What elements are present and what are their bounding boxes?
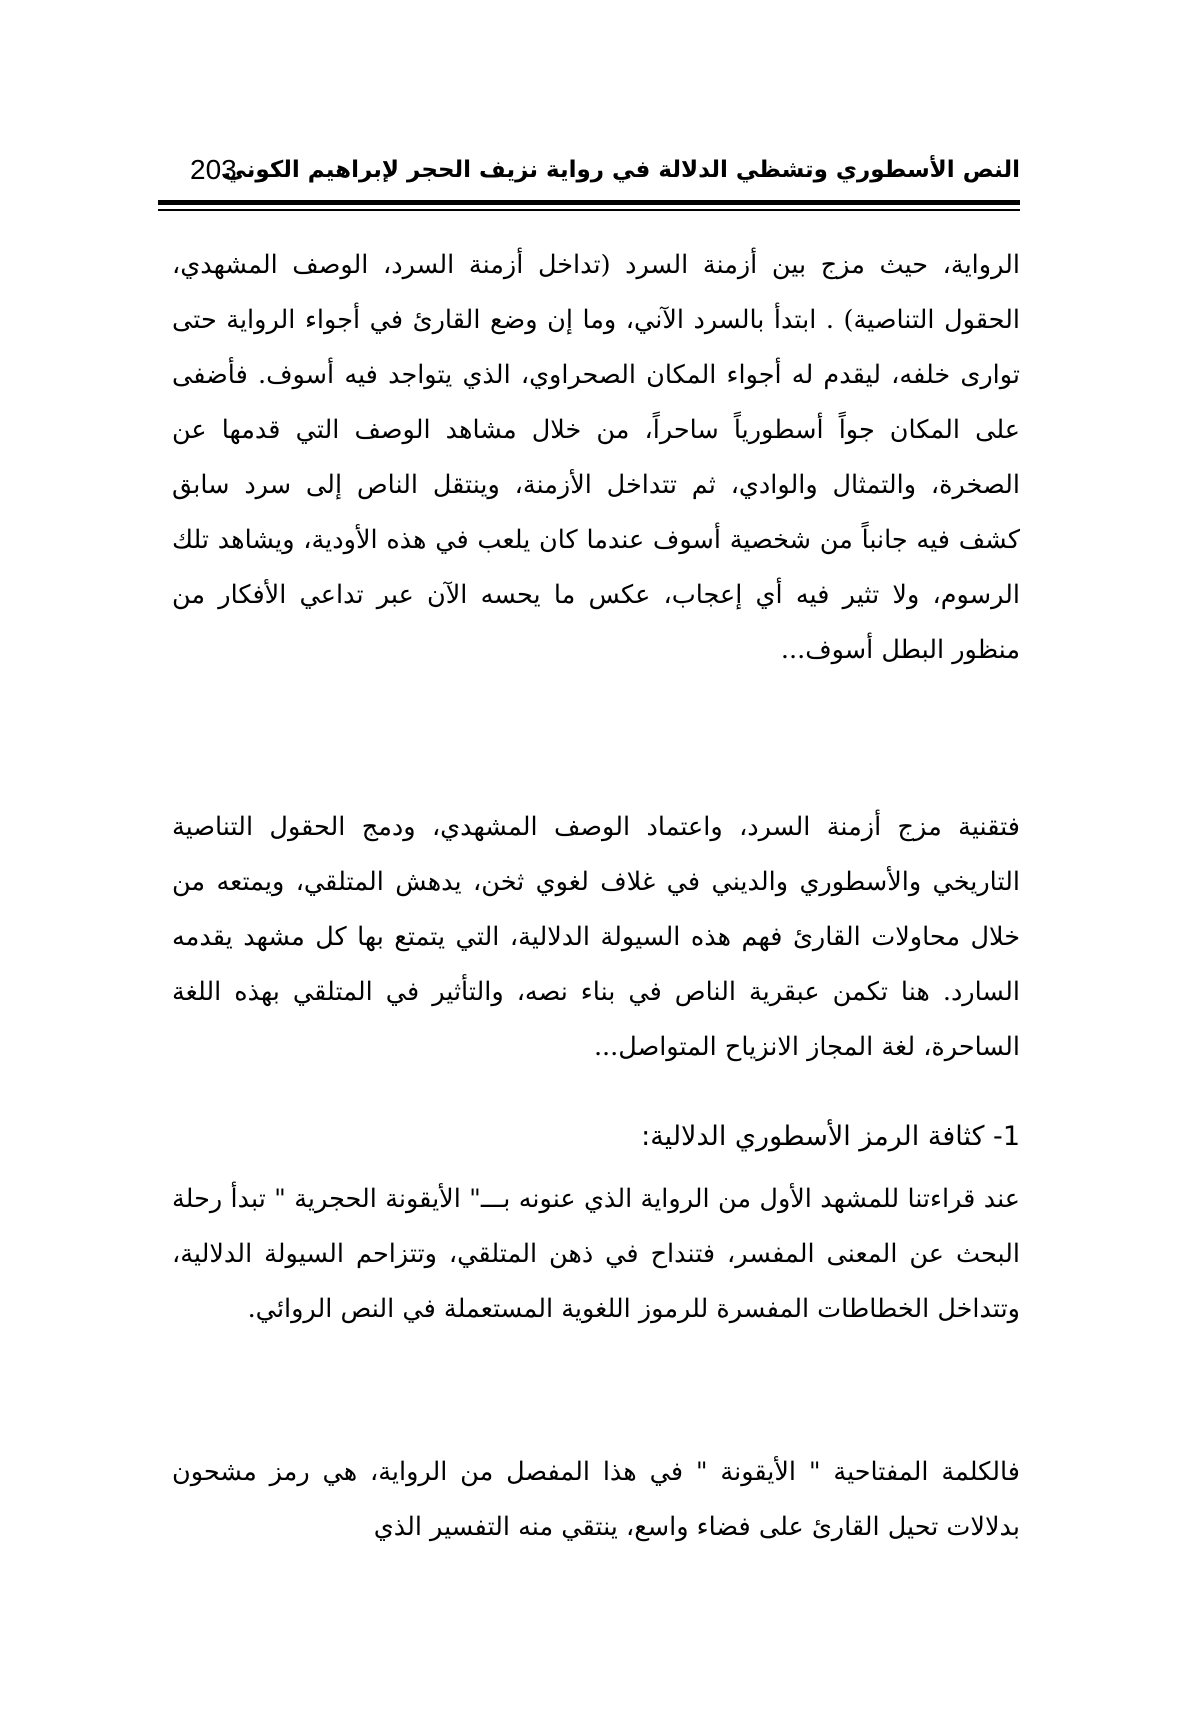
paragraph-1: الرواية، حيث مزج بين أزمنة السرد (تداخل أزمنة السرد، الوصف المشهدي، الحقول التناصية) . ابتدأ بالسرد الآني، وما إن وضع القارئ في أجواء الرواية حتى توارى خلفه، ليقدم له أجواء المكان الصحراوي، الذي يتواجد فيه أسوف. فأضفى على المكان جواً أسطورياً ساحراً، من خلال مشاهد الوصف التي قدمها عن الصخرة، والتمثال والوادي، ثم تتداخل الأزمنة، وينتقل الناص إلى سرد سابق كشف فيه جانباً من شخصية أسوف عندما كان يلعب في هذه الأودية، ويشاهد تلك الرسوم، ولا تثير فيه أي إعجاب، عكس ما يحسه الآن عبر تداعي الأفكار من منظور البطل أسوف... <box>172 250 1020 665</box>
running-header-title: النص الأسطوري وتشظي الدلالة في رواية نزيف الحجر لإبراهيم الكوني <box>223 157 1020 183</box>
paragraph-4: فالكلمة المفتاحية " الأيقونة " في هذا المفصل من الرواية، هي رمز مشحون بدلالات تحيل القارئ على فضاء واسع، ينتقي منه التفسير الذي <box>172 1457 1020 1542</box>
header-rule-thin <box>158 209 1020 211</box>
section-heading: 1- كثافة الرمز الأسطوري الدلالية: <box>641 1121 1020 1152</box>
header-rule-thick <box>158 200 1020 205</box>
running-header <box>158 150 1020 190</box>
page-number: 203 <box>190 154 237 185</box>
paragraph-2: فتقنية مزج أزمنة السرد، واعتماد الوصف المشهدي، ودمج الحقول التناصية التاريخي والأسطوري والديني في غلاف لغوي ثخن، يدهش المتلقي، ويمتعه من خلال محاولات القارئ فهم هذه السيولة الدلالية، التي يتمتع بها كل مشهد يقدمه السارد. هنا تكمن عبقرية الناص في بناء نصه، والتأثير في المتلقي بهذه اللغة الساحرة، لغة المجاز الانزياح المتواصل... <box>172 812 1020 1062</box>
paragraph-3: عند قراءتنا للمشهد الأول من الرواية الذي عنونه بـــ" الأيقونة الحجرية " تبدأ رحلة البحث عن المعنى المفسر، فتنداح في ذهن المتلقي، وتتزاحم السيولة الدلالية، وتتداخل الخطاطات المفسرة للرموز اللغوية المستعملة في النص الروائي. <box>172 1184 1021 1324</box>
